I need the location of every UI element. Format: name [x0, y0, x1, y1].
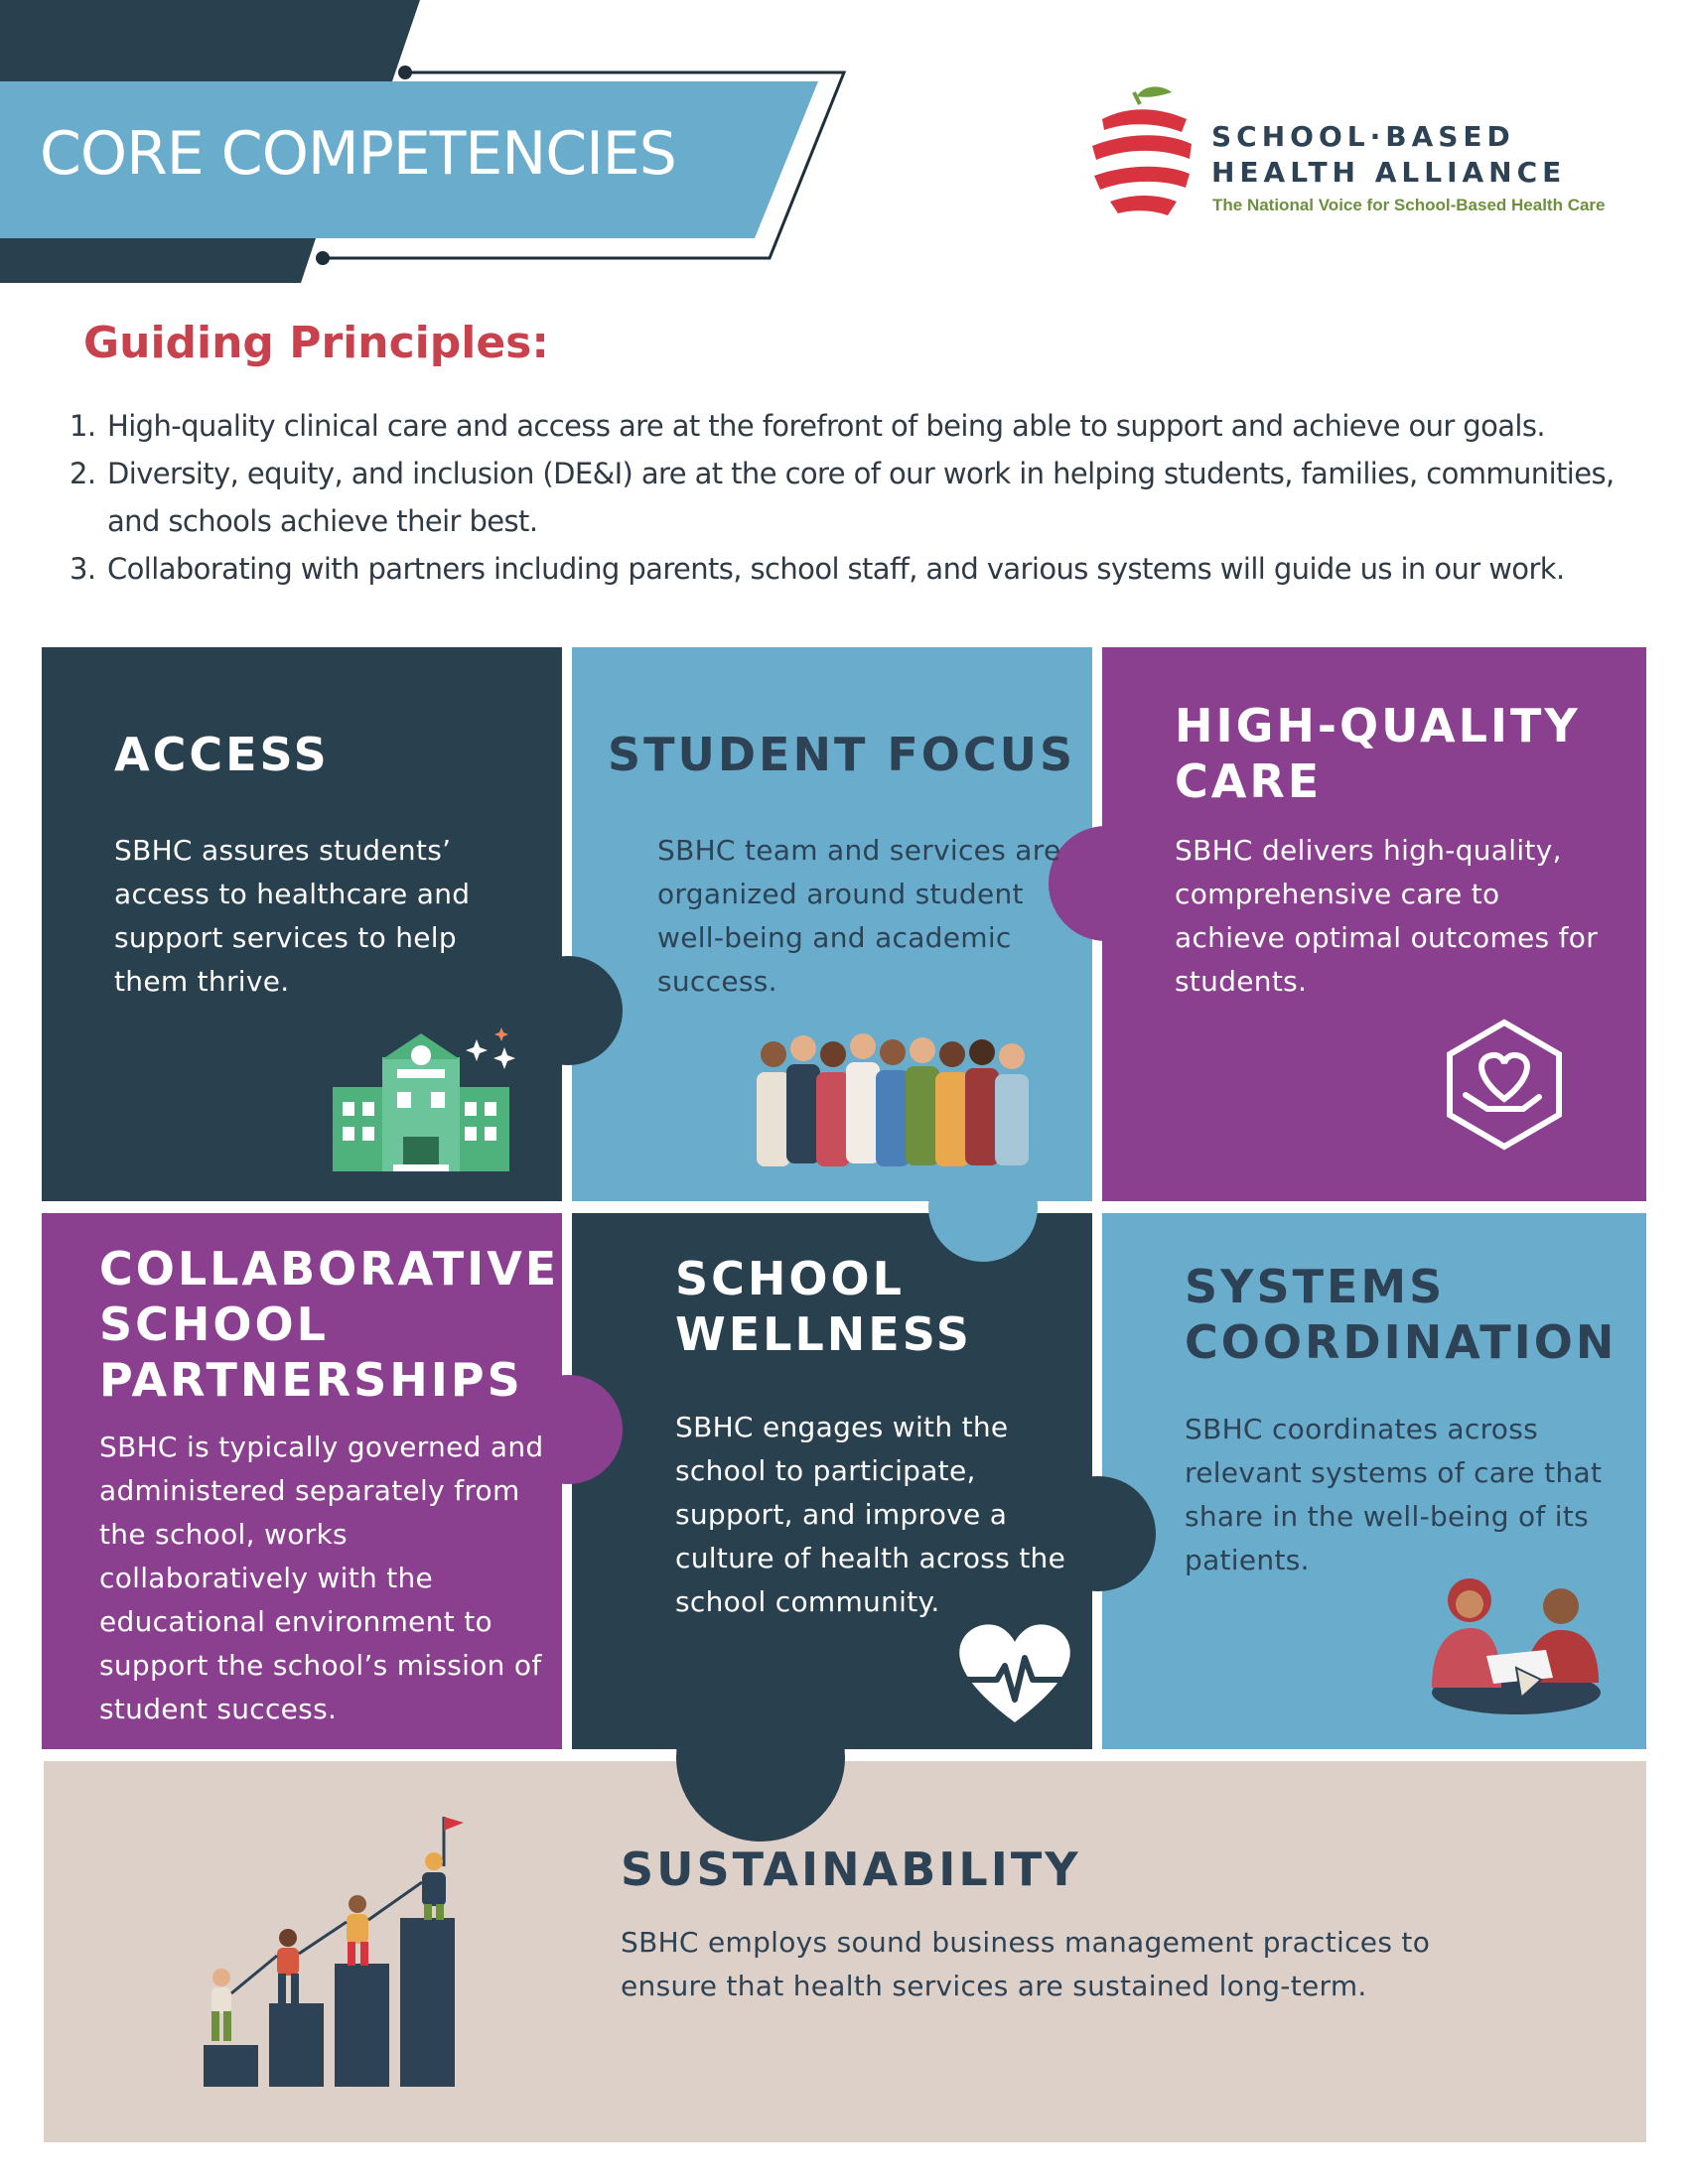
principle-item: 1. High-quality clinical care and access are at the forefront of being able to support and achieve our goals. [70, 409, 1546, 443]
heartbeat-icon [955, 1618, 1074, 1727]
tile-student-focus-body: SBHC team and services are organized around student well-being and academic success. [657, 834, 1061, 998]
tile-school-wellness-title: SCHOOL WELLNESS [675, 1252, 972, 1361]
school-building-icon [328, 1027, 526, 1176]
tile-collaborative-body: SBHC is typically governed and administered separately from the school, works collaboratively with the educational environment to support the school’s mission of student success. [99, 1431, 544, 1725]
guiding-principles-heading: Guiding Principles: [83, 318, 549, 368]
principle-item: 3. Collaborating with partners including parents, school staff, and various systems will guide us in our work. [70, 552, 1565, 586]
tile-sustainability-body: SBHC employs sound business management practices to ensure that health services are sustained long-term. [621, 1926, 1431, 2002]
tile-school-wellness-body: SBHC engages with the school to participate, support, and improve a culture of health across the school community. [675, 1411, 1066, 1618]
logo-tagline: The National Voice for School-Based Health Care [1212, 196, 1606, 214]
tile-high-quality-title: HIGH-QUALITY CARE [1175, 699, 1581, 808]
tile-systems-title: SYSTEMS COORDINATION [1185, 1260, 1618, 1369]
student-group-icon [747, 1032, 1045, 1171]
tile-sustainability-title: SUSTAINABILITY [621, 1843, 1081, 1896]
logo-name-line2: HEALTH ALLIANCE [1211, 156, 1567, 189]
climbing-team-icon [174, 1807, 477, 2105]
heart-in-hand-icon [1438, 1018, 1572, 1152]
tile-high-quality-body: SBHC delivers high-quality, comprehensive care to achieve optimal outcomes for students. [1175, 834, 1599, 998]
tile-systems-body: SBHC coordinates across relevant systems of care that share in the well-being of its patients. [1185, 1413, 1603, 1576]
principle-item: 2. Diversity, equity, and inclusion (DE&I) are at the core of our work in helping students, families, communities, and schools achieve their best. [70, 457, 1615, 538]
tile-access-body: SBHC assures students’ access to healthcare and support services to help them thrive. [114, 834, 471, 998]
people-meeting-icon [1422, 1569, 1606, 1717]
logo-name-line1: SCHOOL·BASED [1211, 120, 1515, 153]
tile-student-focus-title: STUDENT FOCUS [608, 728, 1076, 781]
tile-access-title: ACCESS [114, 728, 330, 781]
page-title: CORE COMPETENCIES [40, 119, 676, 189]
tile-collaborative-title: COLLABORATIVE SCHOOL PARTNERSHIPS [99, 1242, 560, 1407]
